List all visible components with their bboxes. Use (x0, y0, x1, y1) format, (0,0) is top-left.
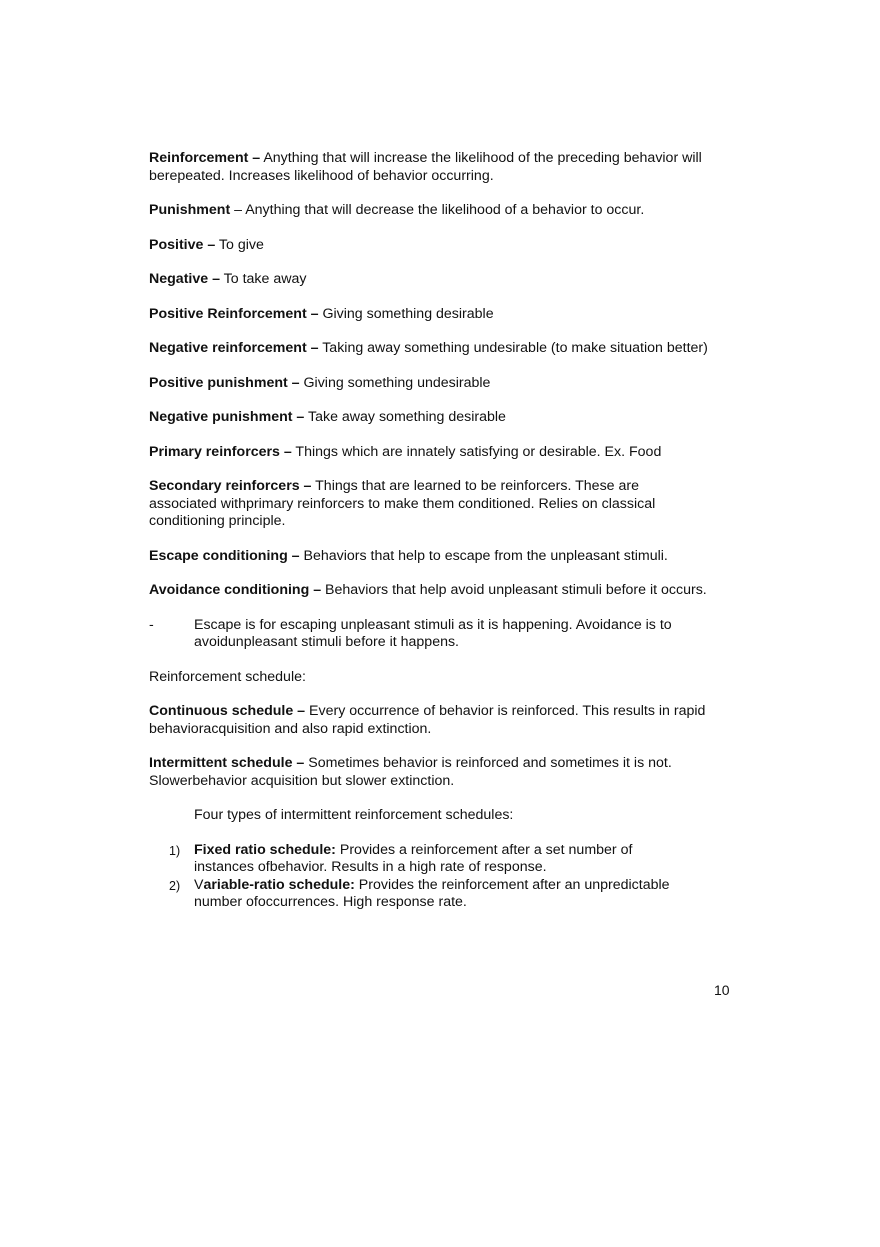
dash-note (149, 617, 694, 652)
definition-negative (149, 271, 749, 289)
dash-marker: - (149, 616, 154, 633)
definition-text: Take away something desirable (304, 409, 506, 425)
definition-text: Anything that will increase the likelihood of the preceding behavior will berepeated. Increases likelihood of behavior occurring. (149, 150, 702, 184)
types-intro: Four types of intermittent reinforcement schedules: (194, 807, 514, 823)
definition-term: Negative reinforcement – (149, 340, 319, 356)
definition-primary-reinforcers (149, 444, 749, 462)
definition-negative-punishment (149, 409, 749, 427)
definition-term: Secondary reinforcers – (149, 478, 312, 494)
list-term: ariable-ratio schedule: (203, 876, 355, 893)
definition-term: Escape conditioning – (149, 547, 300, 564)
list-text: Provides the reinforcement after an unpredictable number ofoccurrences. High response rate. (194, 876, 670, 910)
definition-reinforcement (149, 150, 749, 185)
definition-text: Behaviors that help to escape from the unpleasant stimuli. (299, 547, 668, 564)
definition-text: Sometimes behavior is reinforced and sometimes it is not. Slowerbehavior acquisition but slower extinction. (149, 755, 672, 789)
definition-term: Primary reinforcers – (149, 443, 292, 460)
list-number: 1) (169, 843, 181, 858)
definition-text: To give (215, 236, 264, 253)
definition-positive (149, 237, 749, 255)
definition-term: Positive – (149, 236, 216, 253)
definition-term: Negative punishment – (149, 409, 305, 425)
schedule-heading: Reinforcement schedule: (149, 668, 306, 685)
definition-term: Continuous schedule – (149, 703, 306, 719)
definition-text: Taking away something undesirable (to make situation better) (318, 340, 708, 356)
definition-intermittent-schedule (149, 755, 679, 790)
list-number: 2) (169, 878, 181, 893)
definition-term: Positive punishment – (149, 374, 300, 391)
definition-secondary-reinforcers (149, 478, 694, 531)
definition-term: Punishment (149, 202, 231, 218)
definition-text: Things which are innately satisfying or desirable. Ex. Food (291, 443, 662, 460)
list-item-variable-ratio (149, 877, 704, 912)
definition-positive-punishment (149, 375, 749, 393)
definition-term: Positive Reinforcement – (149, 305, 319, 322)
list-term: Fixed ratio schedule: (194, 841, 336, 858)
definition-continuous-schedule (149, 703, 709, 738)
definition-negative-reinforcement (149, 340, 709, 358)
definition-text: To take away (219, 271, 307, 287)
definition-term: Avoidance conditioning – (149, 582, 322, 598)
definition-text: Behaviors that help avoid unpleasant stimuli before it occurs. (321, 582, 707, 598)
definition-term: Negative – (149, 271, 220, 287)
definition-text: Things that are learned to be reinforcers. These are associated withprimary reinforcers to make them conditioned. Relies on classical conditioning principle. (149, 478, 656, 529)
definition-avoidance-conditioning (149, 582, 749, 600)
page-number: 10 (714, 982, 730, 998)
definition-punishment (149, 202, 749, 220)
list-prefix: V (194, 876, 204, 893)
list-text: Provides a reinforcement after a set number of instances ofbehavior. Results in a high rate of response. (194, 841, 633, 875)
definition-term: Intermittent schedule – (149, 755, 305, 771)
list-item-fixed-ratio (149, 842, 664, 877)
definition-term: Reinforcement – (149, 150, 261, 166)
dash-note-text: Escape is for escaping unpleasant stimuli as it is happening. Avoidance is to avoidunpleasant stimuli before it happens. (194, 616, 672, 650)
definition-text: Giving something undesirable (299, 374, 491, 391)
definition-text: – Anything that will decrease the likelihood of a behavior to occur. (230, 202, 645, 218)
definition-text: Giving something desirable (318, 305, 494, 322)
page-content (149, 150, 749, 912)
definition-escape-conditioning (149, 548, 749, 566)
definition-positive-reinforcement (149, 306, 749, 324)
definition-text: Every occurrence of behavior is reinforced. This results in rapid behavioracquisition and also rapid extinction. (149, 703, 706, 737)
